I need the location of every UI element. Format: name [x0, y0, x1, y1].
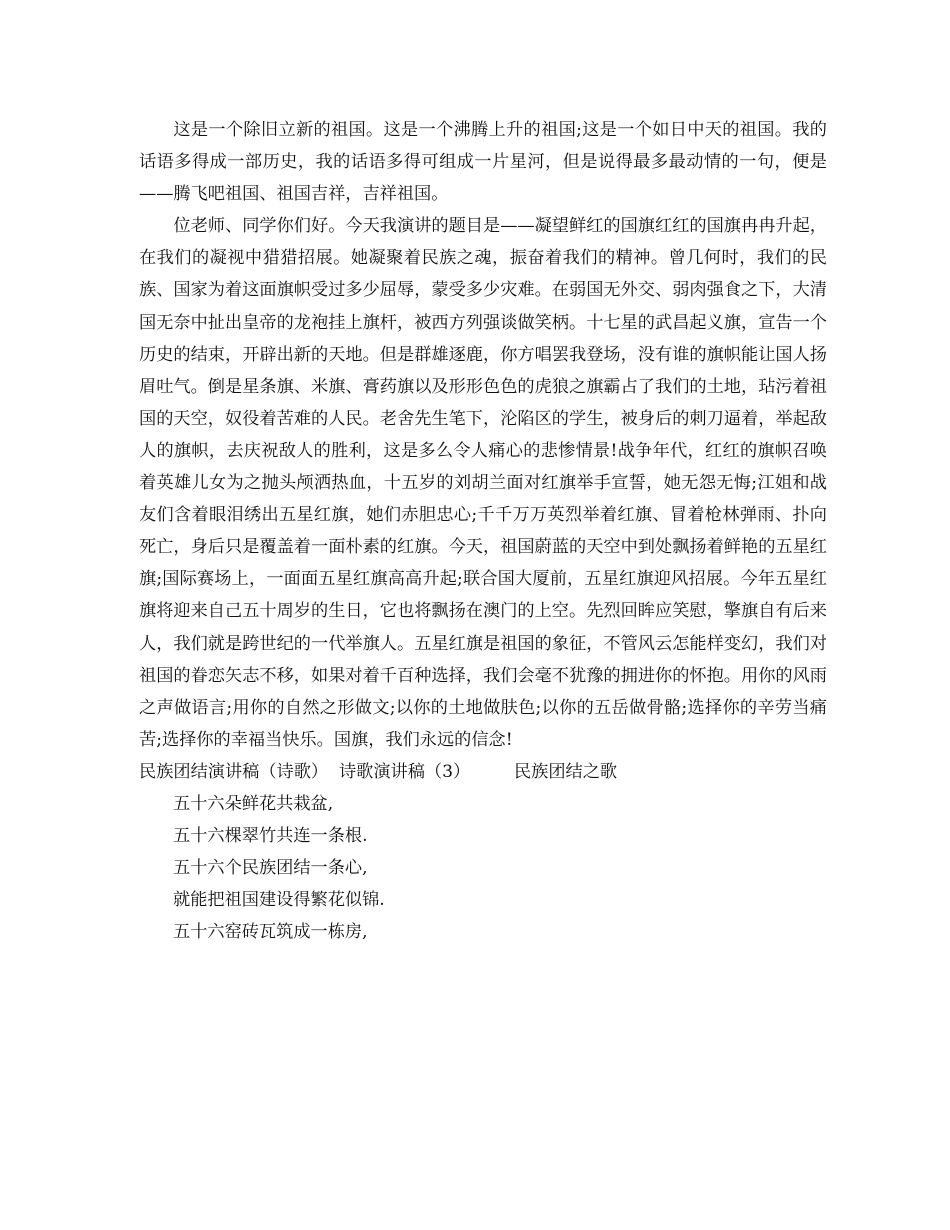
poem-line: 五十六窑砖瓦筑成一栋房, — [173, 922, 368, 943]
paragraph-national-flag: 位老师、同学你们好。今天我演讲的题目是——凝望鲜红的国旗红红的国旗冉冉升起，在我们的凝视中猎猎招展。她凝聚着民族之魂，振奋着我们的精神。曾几何时，我们的民族、国家为着这面旗帜受过多少屈辱，蒙受多少灾难。在弱国无外交、弱肉强食之下，大清国无奈中扯出皇帝的龙袍挂上旗杆，被西方列强谈做笑柄。十七星的武昌起义旗，宣告一个历史的结束，开辟出新的天地。但是群雄逐鹿，你方唱罢我登场，没有谁的旗帜能让国人扬眉吐气。倒是星条旗、米旗、膏药旗以及形形色色的虎狼之旗霸占了我们的土地，玷污着祖国的天空，奴役着苦难的人民。老舍先生笔下，沦陷区的学生，被身后的刺刀逼着，举起敌人的旗帜，去庆祝敌人的胜利，这是多么令人痛心的悲惨情景!战争年代，红红的旗帜召唤着英雄儿女为之抛头颅洒热血，十五岁的刘胡兰面对红旗举手宣誓，她无怨无悔;江姐和战友们含着眼泪绣出五星红旗，她们赤胆忠心;千千万万英烈举着红旗、冒着枪林弹雨、扑向死亡，身后只是覆盖着一面朴素的红旗。今天，祖国蔚蓝的天空中到处飘扬着鲜艳的五星红旗;国际赛场上，一面面五星红旗高高升起;联合国大厦前，五星红旗迎风招展。今年五星红旗将迎来自己五十周岁的生日，它也将飘扬在澳门的上空。先烈回眸应笑慰，擎旗自有后来人，我们就是跨世纪的一代举旗人。五星红旗是祖国的象征，不管风云怎能样变幻，我们对祖国的眷恋矢志不移，如果对着千百种选择，我们会毫不犹豫的拥进你的怀抱。用你的风雨之声做语言;用你的自然之形做文;以你的土地做肤色;以你的五岳做骨骼;选择你的辛劳当痛苦;选择你的幸福当快乐。国旗，我们永远的信念! — [139, 216, 827, 750]
paragraph-motherland: 这是一个除旧立新的祖国。这是一个沸腾上升的祖国;这是一个如日中天的祖国。我的话语多得成一部历史，我的话语多得可组成一片星河，但是说得最多最动情的一句，便是——腾飞吧祖国、祖国吉祥，吉祥祖国。 — [139, 120, 827, 205]
poem-line: 五十六棵翠竹共连一条根. — [173, 826, 368, 847]
document-page — [139, 114, 827, 948]
section-heading: 民族团结演讲稿（诗歌） 诗歌演讲稿（3） 民族团结之歌 — [139, 761, 618, 782]
poem-line: 五十六个民族团结一条心, — [173, 858, 368, 879]
poem-line: 就能把祖国建设得繁花似锦. — [173, 890, 385, 911]
poem-line: 五十六朵鲜花共栽盆, — [173, 793, 334, 814]
